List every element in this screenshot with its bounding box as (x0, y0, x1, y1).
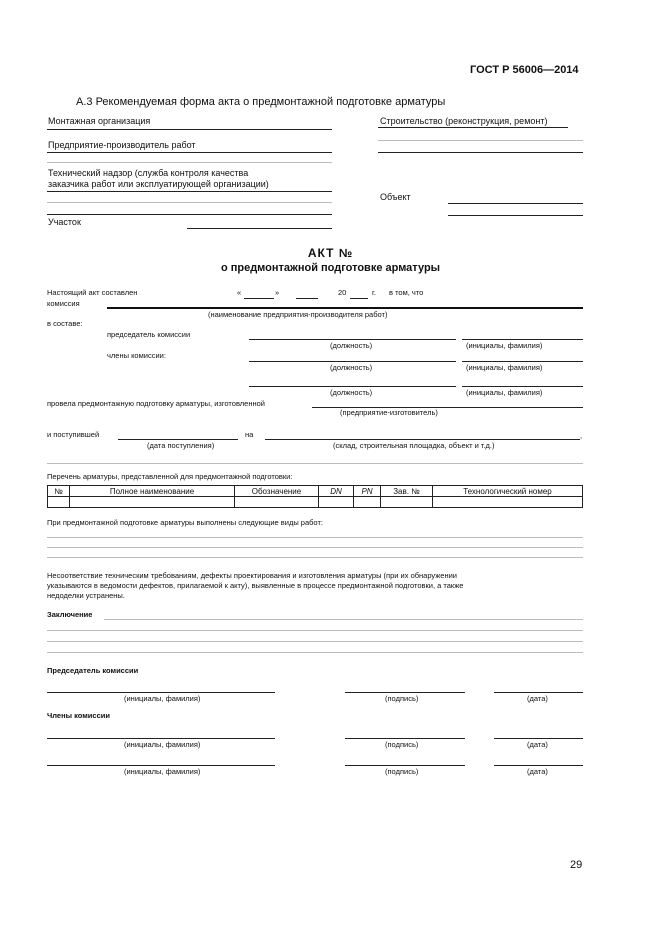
tech-supervision-line-2 (47, 202, 332, 203)
works-title: При предмонтажной подготовке арматуры выполнены следующие виды работ: (47, 518, 323, 527)
signature-member2-date-line (494, 765, 583, 766)
table-header-designation: Обозначение (235, 486, 319, 497)
at-label: на (245, 430, 254, 439)
member1-initials-caption: (инициалы, фамилия) (466, 363, 543, 372)
members-label: члены комиссии: (107, 351, 166, 360)
chairman-initials-caption: (инициалы, фамилия) (466, 341, 543, 350)
separator-line (47, 463, 583, 464)
manufacturer-line-2 (47, 162, 332, 163)
member2-initials-line (462, 386, 583, 387)
chairman-position-line (249, 339, 456, 340)
month-line (296, 298, 318, 299)
act-subtitle: о предмонтажной подготовке арматуры (220, 262, 441, 274)
table-header-dn: DN (319, 486, 354, 497)
nonconformity-line-2: указываются в ведомости дефектов, прилагаемой к акту), выявленные в процессе предмонтажной подготовки, а также (47, 581, 464, 590)
chairman-initials-line (462, 339, 583, 340)
signature-member2-date-caption: (дата) (527, 767, 548, 776)
member2-initials-caption: (инициалы, фамилия) (466, 388, 543, 397)
member2-position-caption: (должность) (330, 388, 373, 397)
table-header-serial: Зав. № (381, 486, 433, 497)
tech-supervision-line (47, 191, 332, 192)
date-received-line (118, 439, 238, 440)
year-prefix: 20 (338, 288, 347, 297)
conclusion-line-1 (104, 619, 583, 620)
year-line (350, 298, 368, 299)
works-line-1 (47, 537, 583, 538)
commission-label: комиссия (47, 299, 80, 308)
signature-member2-sign-caption: (подпись) (385, 767, 419, 776)
signature-members-label: Члены комиссии (47, 711, 110, 720)
standard-number: ГОСТ Р 56006—2014 (470, 64, 579, 76)
signature-member1-date-caption: (дата) (527, 740, 548, 749)
year-suffix: г. (372, 288, 376, 297)
nonconformity-line-3: недоделки устранены. (47, 591, 125, 600)
day-line (244, 298, 274, 299)
quote-open: « (237, 288, 242, 297)
table-header-full-name: Полное наименование (70, 486, 235, 497)
list-title: Перечень арматуры, представленной для предмонтажной подготовки: (47, 472, 293, 481)
quote-close: » (275, 288, 280, 297)
signature-member2-sign-line (345, 765, 465, 766)
signature-chairman-sign-line (345, 692, 465, 693)
composed-label: Настоящий акт составлен (47, 288, 138, 297)
mounting-org-line (47, 129, 332, 130)
site-label: Участок (48, 217, 81, 227)
act-title: АКТ № (307, 246, 354, 260)
conclusion-line-4 (47, 652, 583, 653)
signature-member1-initials-line (47, 738, 275, 739)
place-comma: , (580, 431, 583, 440)
in-composition-label: в составе: (47, 319, 83, 328)
chairman-label: председатель комиссии (107, 330, 191, 339)
construction-line-2 (378, 140, 583, 141)
tech-supervision-label-2: заказчика работ или эксплуатирующей организации) (48, 179, 269, 189)
received-label: и поступившей (47, 430, 100, 439)
construction-label: Строительство (реконструкция, ремонт) (380, 116, 548, 126)
signature-member1-initials-caption: (инициалы, фамилия) (124, 740, 201, 749)
object-label: Объект (380, 192, 411, 202)
conclusion-label: Заключение (47, 610, 93, 619)
signature-member1-sign-caption: (подпись) (385, 740, 419, 749)
page-number: 29 (570, 859, 583, 871)
manufacturer-line (47, 152, 332, 153)
tech-supervision-label-1: Технический надзор (служба контроля качества (48, 168, 249, 178)
signature-member1-date-line (494, 738, 583, 739)
object-line-2 (448, 215, 583, 216)
section-title: А.3 Рекомендуемая форма акта о предмонтажной подготовке арматуры (76, 96, 446, 108)
place-line (265, 439, 580, 440)
signature-chairman-date-caption: (дата) (527, 694, 548, 703)
works-line-3 (47, 557, 583, 558)
signature-chairman-label: Председатель комиссии (47, 666, 139, 675)
construction-line-3 (378, 152, 583, 153)
signature-member1-sign-line (345, 738, 465, 739)
consisting-label: в том, что (389, 288, 424, 297)
member1-initials-line (462, 361, 583, 362)
signature-chairman-initials-line (47, 692, 275, 693)
mounting-org-label: Монтажная организация (48, 116, 151, 126)
manufacturer-label: Предприятие-производитель работ (48, 140, 196, 150)
tech-supervision-line-3 (47, 214, 332, 215)
performed-label: провела предмонтажную подготовку арматуры, изготовленной (47, 399, 265, 408)
org-name-caption: (наименование предприятия-производителя работ) (208, 310, 388, 319)
signature-chairman-sign-caption: (подпись) (385, 694, 419, 703)
signature-member2-initials-caption: (инициалы, фамилия) (124, 767, 201, 776)
table-row (48, 497, 583, 508)
conclusion-line-2 (47, 630, 583, 631)
table-header-tech-number: Технологический номер (433, 486, 583, 497)
signature-chairman-initials-caption: (инициалы, фамилия) (124, 694, 201, 703)
object-line (448, 203, 583, 204)
signature-member2-initials-line (47, 765, 275, 766)
chairman-position-caption: (должность) (330, 341, 373, 350)
conclusion-line-3 (47, 641, 583, 642)
member1-position-caption: (должность) (330, 363, 373, 372)
place-caption: (склад, строительная площадка, объект и т.д.) (333, 441, 495, 450)
date-received-caption: (дата поступления) (147, 441, 215, 450)
nonconformity-line-1: Несоответствие техническим требованиям, дефекты проектирования и изготовления арматуры (при их обнаружении (47, 571, 457, 580)
works-line-2 (47, 547, 583, 548)
org-name-line (107, 307, 583, 309)
signature-chairman-date-line (494, 692, 583, 693)
construction-line (378, 127, 568, 128)
armature-table (47, 485, 583, 508)
member1-position-line (249, 361, 456, 362)
table-header-pn: PN (354, 486, 381, 497)
table-header-row (48, 486, 583, 497)
member2-position-line (249, 386, 456, 387)
table-header-number: № (48, 486, 70, 497)
site-line (187, 228, 332, 229)
manufacturer-enterprise-caption: (предприятие-изготовитель) (340, 408, 438, 417)
